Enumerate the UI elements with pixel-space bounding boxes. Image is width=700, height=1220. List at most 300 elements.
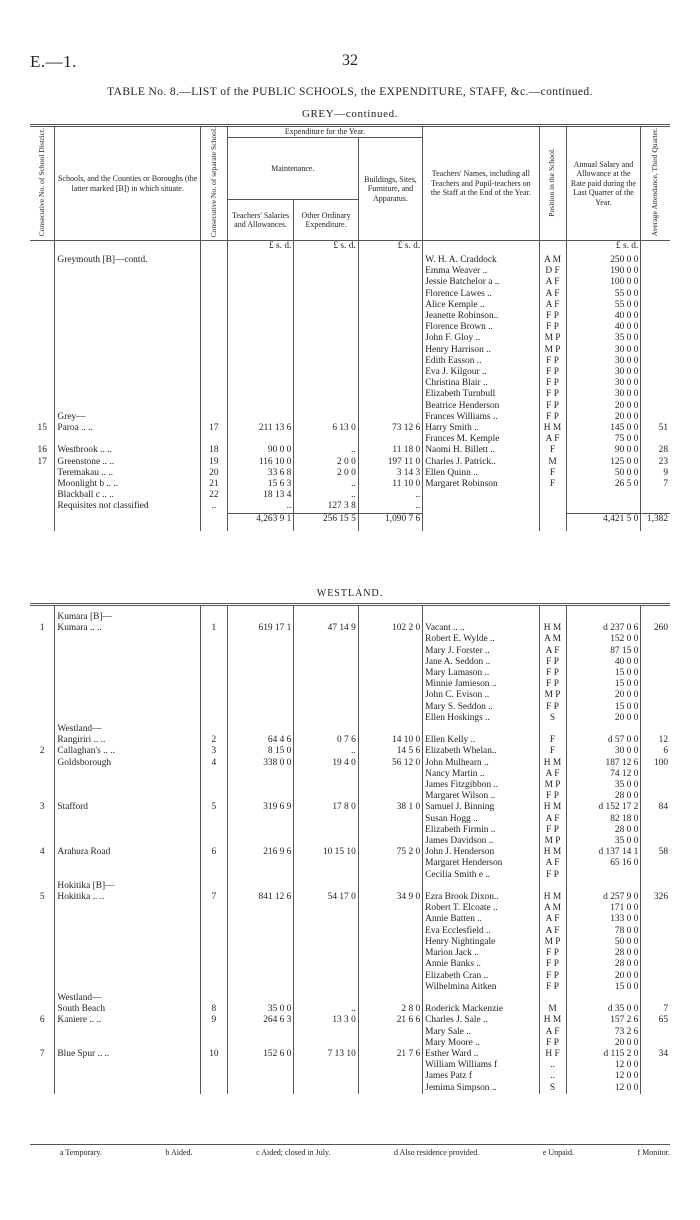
school-name: Grey— bbox=[55, 412, 200, 423]
attendance: 58 bbox=[658, 847, 668, 858]
buildings bbox=[358, 300, 422, 311]
westland-table bbox=[30, 603, 670, 1094]
other-ordinary bbox=[294, 690, 358, 701]
teachers-salaries bbox=[227, 412, 293, 423]
school-name: South Beach bbox=[55, 1004, 200, 1015]
attendance bbox=[641, 1038, 670, 1049]
buildings: 56 12 0 bbox=[358, 758, 422, 769]
district-no bbox=[30, 780, 55, 791]
teachers-salaries: 211 13 6 bbox=[227, 423, 293, 434]
teachers-salaries bbox=[227, 1027, 293, 1038]
district-no bbox=[30, 1027, 55, 1038]
table-row bbox=[30, 1083, 670, 1094]
teacher-name: Alice Kemple .. bbox=[423, 300, 539, 311]
table-row bbox=[30, 971, 670, 982]
table-row bbox=[30, 780, 670, 791]
teacher-name: James Davidson .. bbox=[423, 836, 539, 847]
school-name bbox=[55, 401, 200, 412]
teacher-name: Jane A. Seddon .. bbox=[423, 657, 539, 668]
teacher-name: James Fitzgibbon .. bbox=[423, 780, 539, 791]
teachers-salaries bbox=[227, 401, 293, 412]
position: M P bbox=[539, 690, 566, 701]
school-name bbox=[55, 914, 200, 925]
buildings bbox=[358, 825, 422, 836]
buildings bbox=[358, 724, 422, 735]
school-name bbox=[55, 333, 200, 344]
school-name: Kumara .. .. bbox=[55, 623, 200, 634]
attendance: 7 bbox=[663, 1004, 668, 1015]
district-no bbox=[30, 982, 55, 993]
school-no bbox=[200, 791, 227, 802]
other-ordinary bbox=[294, 401, 358, 412]
attendance bbox=[641, 333, 670, 344]
currency-header: £ s. d. bbox=[294, 241, 358, 256]
attendance: 84 bbox=[658, 802, 668, 813]
teachers-salaries: 8 15 0 bbox=[227, 746, 293, 757]
other-ordinary: 54 17 0 bbox=[294, 892, 358, 903]
annual-salary: 125 0 0 bbox=[566, 457, 641, 468]
buildings: 11 18 0 bbox=[358, 445, 422, 456]
buildings bbox=[358, 971, 422, 982]
buildings bbox=[358, 690, 422, 701]
district-no bbox=[30, 758, 55, 769]
teachers-salaries bbox=[227, 378, 293, 389]
annual-salary bbox=[566, 490, 641, 501]
attendance bbox=[641, 378, 670, 389]
table-row bbox=[30, 501, 670, 513]
table-row bbox=[30, 892, 670, 903]
annual-salary: 40 0 0 bbox=[566, 322, 641, 333]
district-no bbox=[30, 367, 55, 378]
col-buildings: Buildings, Sites, Furniture, and Apparatus. bbox=[358, 137, 422, 241]
position: F P bbox=[539, 702, 566, 713]
teacher-name: Frances M. Kemple bbox=[423, 434, 539, 445]
school-name bbox=[55, 836, 200, 847]
annual-salary: 30 0 0 bbox=[566, 367, 641, 378]
school-no: 8 bbox=[200, 1004, 227, 1015]
school-no: 7 bbox=[200, 892, 227, 903]
annual-salary bbox=[566, 870, 641, 881]
annual-salary: 152 0 0 bbox=[566, 634, 641, 645]
school-no: 3 bbox=[200, 746, 227, 757]
other-ordinary bbox=[294, 255, 358, 266]
other-ordinary bbox=[294, 679, 358, 690]
buildings bbox=[358, 289, 422, 300]
district-no bbox=[30, 690, 55, 701]
other-ordinary bbox=[294, 825, 358, 836]
annual-salary: d 35 0 0 bbox=[566, 1004, 641, 1015]
teacher-name: Annie Batten .. bbox=[423, 914, 539, 925]
attendance bbox=[641, 311, 670, 322]
attendance bbox=[641, 434, 670, 445]
teacher-name bbox=[423, 501, 539, 513]
teacher-name: Margaret Robinson bbox=[423, 479, 539, 490]
school-no: 21 bbox=[200, 479, 227, 490]
school-name bbox=[55, 1083, 200, 1094]
annual-salary: 30 0 0 bbox=[566, 356, 641, 367]
total-salary: 4,421 5 0 bbox=[566, 513, 641, 531]
school-name bbox=[55, 311, 200, 322]
school-no bbox=[200, 300, 227, 311]
attendance bbox=[641, 634, 670, 645]
teacher-name: Beatrice Henderson bbox=[423, 401, 539, 412]
table-row bbox=[30, 255, 670, 266]
table-row bbox=[30, 758, 670, 769]
other-ordinary bbox=[294, 814, 358, 825]
school-no: 1 bbox=[200, 623, 227, 634]
other-ordinary: 127 3 8 bbox=[294, 501, 358, 513]
school-no: .. bbox=[200, 501, 227, 513]
school-no: 2 bbox=[200, 735, 227, 746]
school-name bbox=[55, 389, 200, 400]
annual-salary: 75 0 0 bbox=[566, 434, 641, 445]
footnote: e Unpaid. bbox=[542, 1148, 574, 1157]
table-row bbox=[30, 657, 670, 668]
buildings bbox=[358, 1060, 422, 1071]
school-name: Hokitika .. .. bbox=[55, 892, 200, 903]
teacher-name: Minnie Jamieson .. bbox=[423, 679, 539, 690]
teachers-salaries bbox=[227, 657, 293, 668]
position: M bbox=[539, 1004, 566, 1015]
buildings bbox=[358, 389, 422, 400]
teacher-name: Edith Easson .. bbox=[423, 356, 539, 367]
school-no: 18 bbox=[200, 445, 227, 456]
attendance bbox=[641, 881, 670, 892]
teachers-salaries bbox=[227, 971, 293, 982]
buildings: 75 2 0 bbox=[358, 847, 422, 858]
district-no bbox=[30, 255, 55, 266]
teacher-name: Samuel J. Binning bbox=[423, 802, 539, 813]
position: S bbox=[539, 713, 566, 724]
teachers-salaries bbox=[227, 1060, 293, 1071]
buildings: 11 10 0 bbox=[358, 479, 422, 490]
table-row bbox=[30, 881, 670, 892]
attendance bbox=[641, 724, 670, 735]
school-name bbox=[55, 982, 200, 993]
school-no bbox=[200, 1038, 227, 1049]
position: F P bbox=[539, 825, 566, 836]
teacher-name: Jessie Batchelor a .. bbox=[423, 277, 539, 288]
attendance bbox=[641, 690, 670, 701]
school-no bbox=[200, 255, 227, 266]
other-ordinary bbox=[294, 322, 358, 333]
attendance: 51 bbox=[658, 423, 668, 434]
other-ordinary bbox=[294, 780, 358, 791]
school-no bbox=[200, 434, 227, 445]
attendance: 100 bbox=[653, 757, 668, 768]
district-no bbox=[30, 333, 55, 344]
attendance: 326 bbox=[653, 892, 668, 903]
other-ordinary: .. bbox=[294, 490, 358, 501]
col-district-no: Consecutive No. of School District. bbox=[30, 126, 55, 241]
other-ordinary bbox=[294, 870, 358, 881]
school-no bbox=[200, 825, 227, 836]
teachers-salaries: 33 6 8 bbox=[227, 468, 293, 479]
annual-salary: 40 0 0 bbox=[566, 657, 641, 668]
other-ordinary bbox=[294, 277, 358, 288]
table-row bbox=[30, 479, 670, 490]
position: .. bbox=[539, 1071, 566, 1082]
attendance bbox=[641, 814, 670, 825]
table-row bbox=[30, 322, 670, 333]
school-name bbox=[55, 668, 200, 679]
buildings bbox=[358, 668, 422, 679]
attendance: 23 bbox=[658, 456, 668, 467]
table-row bbox=[30, 1015, 670, 1026]
buildings bbox=[358, 769, 422, 780]
teacher-name bbox=[423, 993, 539, 1004]
school-name: Greymouth [B]—contd. bbox=[55, 255, 200, 266]
other-ordinary: 7 13 10 bbox=[294, 1049, 358, 1060]
currency-header: £ s. d. bbox=[566, 241, 641, 256]
other-ordinary: 13 3 0 bbox=[294, 1015, 358, 1026]
position: H M bbox=[539, 847, 566, 858]
footnote-rule bbox=[30, 1144, 670, 1145]
other-ordinary bbox=[294, 1060, 358, 1071]
buildings bbox=[358, 679, 422, 690]
teacher-name bbox=[423, 881, 539, 892]
annual-salary: 82 18 0 bbox=[566, 814, 641, 825]
teacher-name: Jemima Simpson .. bbox=[423, 1083, 539, 1094]
other-ordinary bbox=[294, 1038, 358, 1049]
footnotes bbox=[60, 1148, 670, 1157]
position: F bbox=[539, 735, 566, 746]
attendance bbox=[641, 1027, 670, 1038]
position bbox=[539, 993, 566, 1004]
school-name bbox=[55, 903, 200, 914]
buildings bbox=[358, 367, 422, 378]
school-name: Requisites not classified bbox=[55, 501, 200, 513]
attendance bbox=[641, 345, 670, 356]
annual-salary: 157 2 6 bbox=[566, 1015, 641, 1026]
table-row bbox=[30, 300, 670, 311]
district-no bbox=[30, 266, 55, 277]
annual-salary: 20 0 0 bbox=[566, 1038, 641, 1049]
annual-salary: d 237 0 6 bbox=[566, 623, 641, 634]
position: A F bbox=[539, 646, 566, 657]
district-no bbox=[30, 724, 55, 735]
district-no: 17 bbox=[30, 457, 55, 468]
buildings bbox=[358, 634, 422, 645]
teacher-name: Marion Jack .. bbox=[423, 948, 539, 959]
school-no bbox=[200, 367, 227, 378]
attendance bbox=[641, 825, 670, 836]
attendance bbox=[641, 948, 670, 959]
annual-salary: 55 0 0 bbox=[566, 289, 641, 300]
attendance bbox=[641, 903, 670, 914]
school-name bbox=[55, 289, 200, 300]
table-row bbox=[30, 735, 670, 746]
col-expenditure: Expenditure for the Year. bbox=[227, 126, 422, 138]
teacher-name: John Mulhearn .. bbox=[423, 758, 539, 769]
annual-salary: 190 0 0 bbox=[566, 266, 641, 277]
position: .. bbox=[539, 1060, 566, 1071]
total-attendance: 1,382 bbox=[641, 513, 670, 531]
position: F P bbox=[539, 657, 566, 668]
annual-salary: 100 0 0 bbox=[566, 277, 641, 288]
table-row bbox=[30, 713, 670, 724]
other-ordinary bbox=[294, 356, 358, 367]
other-ordinary bbox=[294, 266, 358, 277]
teachers-salaries: 18 13 4 bbox=[227, 490, 293, 501]
teacher-name: Elizabeth Turnbull bbox=[423, 389, 539, 400]
annual-salary: 78 0 0 bbox=[566, 926, 641, 937]
table-row bbox=[30, 277, 670, 288]
teacher-name: Mary J. Forster .. bbox=[423, 646, 539, 657]
teachers-salaries bbox=[227, 982, 293, 993]
annual-salary: 74 12 0 bbox=[566, 769, 641, 780]
position: F P bbox=[539, 367, 566, 378]
annual-salary bbox=[566, 993, 641, 1004]
buildings: .. bbox=[358, 501, 422, 513]
school-name bbox=[55, 434, 200, 445]
position: H M bbox=[539, 423, 566, 434]
position: F P bbox=[539, 1038, 566, 1049]
table-title: TABLE No. 8.—LIST of the PUBLIC SCHOOLS, the EXPENDITURE, STAFF, &c.—continued. bbox=[107, 86, 593, 98]
table-row bbox=[30, 769, 670, 780]
school-no bbox=[200, 926, 227, 937]
attendance bbox=[641, 836, 670, 847]
position: F P bbox=[539, 959, 566, 970]
school-name bbox=[55, 971, 200, 982]
school-name: Callaghan's .. .. bbox=[55, 746, 200, 757]
table-row bbox=[30, 702, 670, 713]
school-name bbox=[55, 1027, 200, 1038]
teachers-salaries bbox=[227, 289, 293, 300]
other-ordinary bbox=[294, 903, 358, 914]
table-row bbox=[30, 847, 670, 858]
other-ordinary bbox=[294, 668, 358, 679]
school-name bbox=[55, 713, 200, 724]
other-ordinary bbox=[294, 724, 358, 735]
annual-salary: 12 0 0 bbox=[566, 1060, 641, 1071]
teacher-name: Charles J. Patrick.. bbox=[423, 457, 539, 468]
annual-salary bbox=[566, 724, 641, 735]
other-ordinary bbox=[294, 769, 358, 780]
table-row bbox=[30, 746, 670, 757]
other-ordinary: 0 7 6 bbox=[294, 735, 358, 746]
district-no: 7 bbox=[30, 1049, 55, 1060]
teacher-name: Cecilia Smith e .. bbox=[423, 870, 539, 881]
school-name bbox=[55, 702, 200, 713]
position: M P bbox=[539, 836, 566, 847]
position: F P bbox=[539, 870, 566, 881]
teacher-name: Eva J. Kilgour .. bbox=[423, 367, 539, 378]
district-no bbox=[30, 412, 55, 423]
table-row bbox=[30, 825, 670, 836]
school-name: Paroa .. .. bbox=[55, 423, 200, 434]
col-other-ordinary: Other Ordinary Expenditure. bbox=[294, 200, 358, 241]
other-ordinary bbox=[294, 300, 358, 311]
teacher-name: Christina Blair .. bbox=[423, 378, 539, 389]
school-no bbox=[200, 311, 227, 322]
teachers-salaries bbox=[227, 858, 293, 869]
position: D F bbox=[539, 266, 566, 277]
other-ordinary bbox=[294, 345, 358, 356]
teachers-salaries: 116 10 0 bbox=[227, 457, 293, 468]
annual-salary: 35 0 0 bbox=[566, 780, 641, 791]
teachers-salaries bbox=[227, 870, 293, 881]
district-no bbox=[30, 378, 55, 389]
school-no bbox=[200, 266, 227, 277]
teacher-name: Mary S. Seddon .. bbox=[423, 702, 539, 713]
attendance bbox=[641, 713, 670, 724]
teacher-name: John F. Gloy .. bbox=[423, 333, 539, 344]
teacher-name: Esther Ward .. bbox=[423, 1049, 539, 1060]
teacher-name: Ezra Brook Dixon.. bbox=[423, 892, 539, 903]
school-name: Arahura Road bbox=[55, 847, 200, 858]
district-no bbox=[30, 401, 55, 412]
position: F P bbox=[539, 356, 566, 367]
district-no: 1 bbox=[30, 623, 55, 634]
table-row bbox=[30, 1071, 670, 1082]
teachers-salaries bbox=[227, 668, 293, 679]
teacher-name: Florence Brown .. bbox=[423, 322, 539, 333]
teacher-name: James Patz f bbox=[423, 1071, 539, 1082]
position: F P bbox=[539, 401, 566, 412]
teachers-salaries bbox=[227, 345, 293, 356]
grey-table bbox=[30, 124, 670, 531]
teachers-salaries bbox=[227, 605, 293, 624]
district-no bbox=[30, 468, 55, 479]
other-ordinary bbox=[294, 389, 358, 400]
school-no: 5 bbox=[200, 802, 227, 813]
district-no: 15 bbox=[30, 423, 55, 434]
district-no bbox=[30, 300, 55, 311]
other-ordinary: .. bbox=[294, 479, 358, 490]
table-row bbox=[30, 948, 670, 959]
teachers-salaries bbox=[227, 255, 293, 266]
teachers-salaries bbox=[227, 836, 293, 847]
teachers-salaries bbox=[227, 1038, 293, 1049]
table-row bbox=[30, 389, 670, 400]
col-annual-salary: Annual Salary and Allowance at the Rate paid during the Last Quarter of the Year. bbox=[566, 126, 641, 241]
other-ordinary: 10 15 10 bbox=[294, 847, 358, 858]
school-no bbox=[200, 937, 227, 948]
total-buildings: 1,090 7 6 bbox=[358, 513, 422, 531]
attendance bbox=[641, 401, 670, 412]
teacher-name: Robert E. Wylde .. bbox=[423, 634, 539, 645]
table-row bbox=[30, 791, 670, 802]
teachers-salaries bbox=[227, 646, 293, 657]
other-ordinary bbox=[294, 1083, 358, 1094]
other-ordinary bbox=[294, 959, 358, 970]
other-ordinary bbox=[294, 914, 358, 925]
position: A F bbox=[539, 814, 566, 825]
annual-salary: 145 0 0 bbox=[566, 423, 641, 434]
annual-salary: 12 0 0 bbox=[566, 1083, 641, 1094]
position bbox=[539, 724, 566, 735]
school-name: Blue Spur .. .. bbox=[55, 1049, 200, 1060]
school-no bbox=[200, 1083, 227, 1094]
table-row bbox=[30, 378, 670, 389]
teachers-salaries bbox=[227, 266, 293, 277]
col-maintenance: Maintenance. bbox=[227, 137, 358, 200]
buildings bbox=[358, 322, 422, 333]
attendance: 6 bbox=[663, 746, 668, 757]
attendance bbox=[641, 679, 670, 690]
attendance bbox=[641, 870, 670, 881]
teachers-salaries bbox=[227, 713, 293, 724]
position: F P bbox=[539, 971, 566, 982]
buildings: 102 2 0 bbox=[358, 623, 422, 634]
district-no bbox=[30, 948, 55, 959]
annual-salary: 50 0 0 bbox=[566, 937, 641, 948]
teachers-salaries bbox=[227, 780, 293, 791]
teachers-salaries bbox=[227, 367, 293, 378]
teacher-name: Henry Nightingale bbox=[423, 937, 539, 948]
buildings bbox=[358, 903, 422, 914]
